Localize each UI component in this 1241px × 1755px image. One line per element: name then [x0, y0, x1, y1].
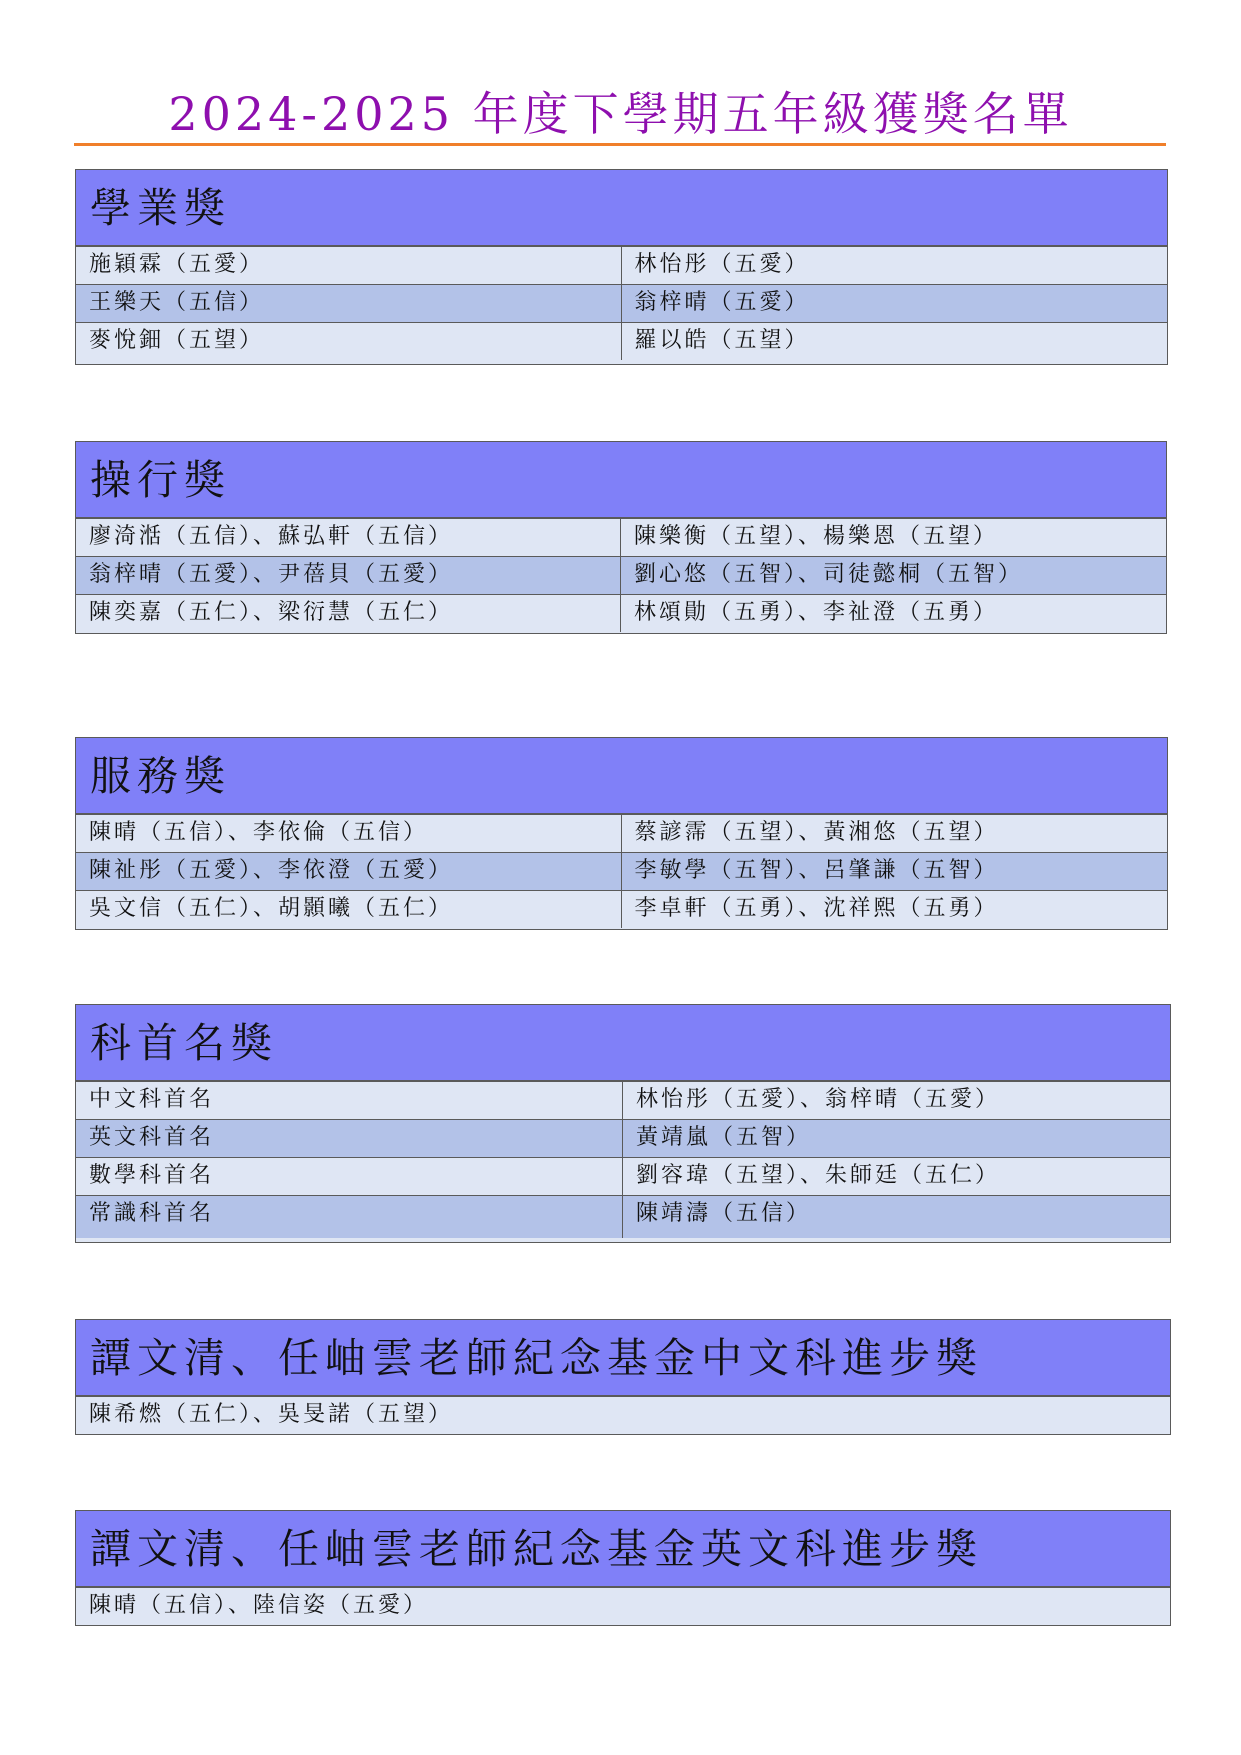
award-academic [75, 169, 1168, 365]
winner-cell: 黃靖嵐（五智） [636, 1125, 812, 1150]
winner-cell: 陳晴（五信）、陸信姿（五愛） [89, 1593, 429, 1618]
winner-cell: 麥悅鈿（五望） [76, 323, 622, 360]
table-row [76, 1157, 1170, 1195]
winner-cell: 林怡彤（五愛）、翁梓晴（五愛） [636, 1087, 1001, 1112]
table-row [76, 814, 1167, 852]
award-heading: 譚文清、任岫雲老師紀念基金中文科進步獎 [76, 1320, 1170, 1396]
award-heading: 服務獎 [76, 738, 1167, 814]
award-english-progress [75, 1510, 1171, 1626]
award-heading: 科首名獎 [76, 1005, 1170, 1081]
winner-cell: 李敏學（五智）、呂肇謙（五智） [634, 858, 999, 883]
subject-cell: 常識科首名 [76, 1196, 623, 1238]
table-row [76, 1587, 1170, 1625]
award-chinese-progress [75, 1319, 1171, 1435]
subject-cell: 英文科首名 [76, 1120, 623, 1157]
winner-cell: 陳希燃（五仁）、吳旻諾（五望） [89, 1402, 454, 1427]
page-title: 2024-2025 年度下學期五年級獲獎名單 [168, 87, 1073, 141]
award-subject-top [75, 1004, 1171, 1243]
winner-cell: 陳靖濤（五信） [636, 1201, 812, 1226]
table-row [76, 1119, 1170, 1157]
winner-cell: 廖渏湉（五信）、蘇弘軒（五信） [76, 519, 621, 556]
winner-cell: 陳樂衡（五望）、楊樂恩（五望） [634, 524, 999, 549]
award-conduct [75, 441, 1167, 634]
table-row [76, 1195, 1170, 1238]
award-heading: 譚文清、任岫雲老師紀念基金英文科進步獎 [76, 1511, 1170, 1587]
table-row [76, 322, 1167, 360]
table-row [76, 1396, 1170, 1434]
winner-cell: 翁梓晴（五愛） [634, 290, 810, 315]
winner-cell: 施穎霖（五愛） [76, 247, 622, 284]
winner-cell: 王樂天（五信） [76, 285, 622, 322]
winner-cell: 林怡彤（五愛） [634, 252, 810, 277]
winner-cell: 吳文信（五仁）、胡顥曦（五仁） [76, 891, 622, 928]
table-row [76, 852, 1167, 890]
table-row [76, 556, 1166, 594]
subject-cell: 數學科首名 [76, 1158, 623, 1195]
winner-cell: 李卓軒（五勇）、沈祥熙（五勇） [634, 896, 999, 921]
award-heading: 學業獎 [76, 170, 1167, 246]
table-row [76, 246, 1167, 284]
winner-cell: 劉心悠（五智）、司徒懿桐（五智） [634, 562, 1024, 587]
award-service [75, 737, 1168, 930]
award-heading: 操行獎 [76, 442, 1166, 518]
winner-cell: 陳祉彤（五愛）、李依澄（五愛） [76, 853, 622, 890]
table-row [76, 518, 1166, 556]
subject-cell: 中文科首名 [76, 1082, 623, 1119]
table-row [76, 890, 1167, 928]
winner-cell: 林頌勛（五勇）、李祉澄（五勇） [634, 600, 999, 625]
winner-cell: 陳奕嘉（五仁）、梁衍慧（五仁） [76, 595, 621, 632]
winner-cell: 翁梓晴（五愛）、尹蓓貝（五愛） [76, 557, 621, 594]
winner-cell: 羅以皓（五望） [634, 328, 810, 353]
table-row [76, 284, 1167, 322]
winner-cell: 蔡諺霈（五望）、黃湘悠（五望） [634, 820, 999, 845]
title-divider [74, 143, 1166, 146]
table-row [76, 1081, 1170, 1119]
table-row [76, 594, 1166, 632]
winner-cell: 陳晴（五信）、李依倫（五信） [76, 815, 622, 852]
winner-cell: 劉容瑋（五望）、朱師廷（五仁） [636, 1163, 1001, 1188]
